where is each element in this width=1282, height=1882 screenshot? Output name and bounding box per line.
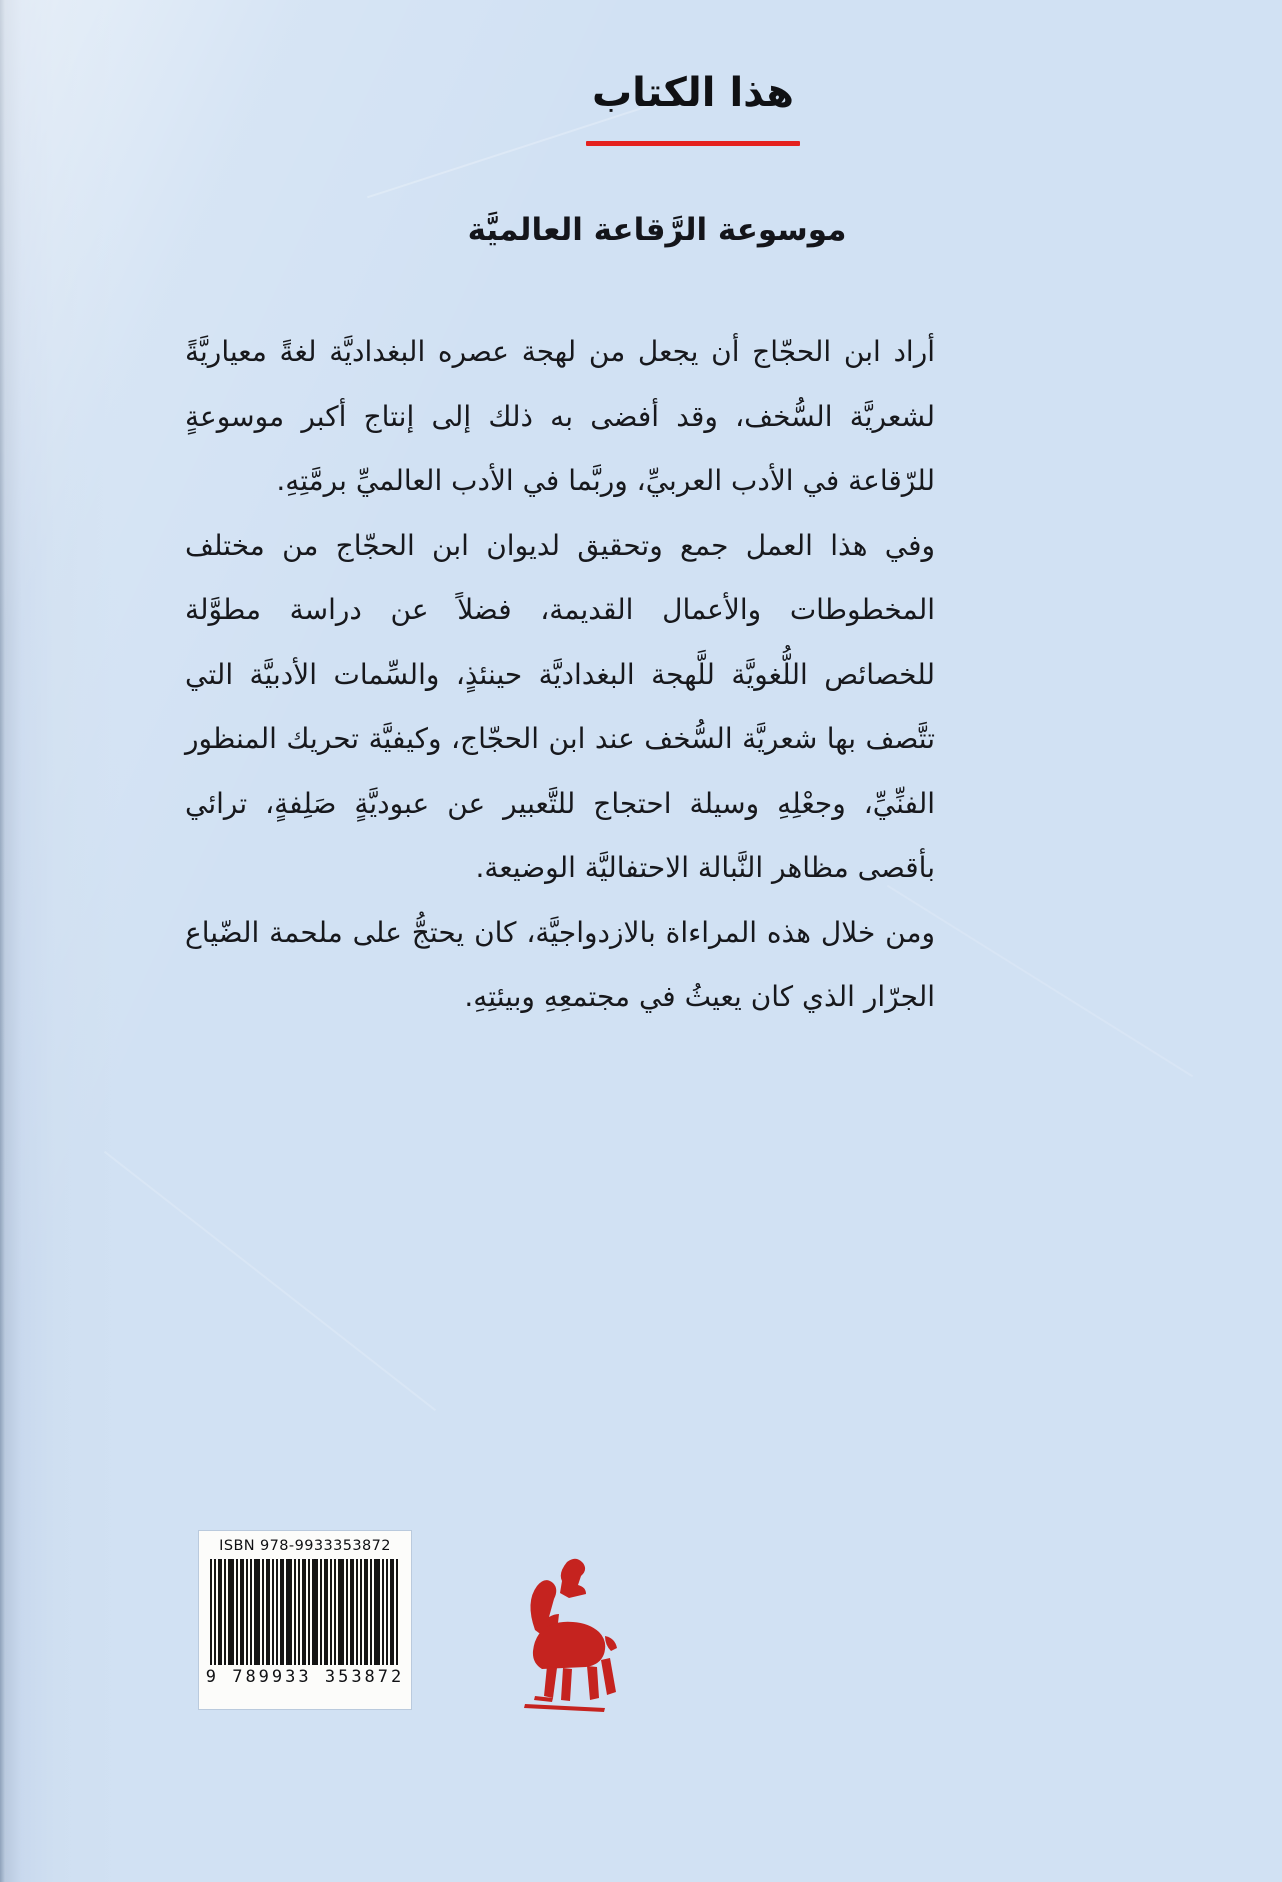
cover-heading: هذا الكتاب [591, 70, 794, 116]
cover-crease [104, 1151, 436, 1411]
cover-crease [367, 104, 653, 199]
blurb-paragraph: ومن خلال هذه المراءاة بالازدواجيَّة، كان يحتجُّ على ملحمة الضّياع الجرّار الذي كان يعيثُ في مجتمعِهِ وبيئتِهِ. [185, 915, 935, 1013]
cover-blurb [185, 320, 935, 1030]
barcode-icon [210, 1559, 400, 1665]
blurb-paragraph: أراد ابن الحجّاج أن يجعل من لهجة عصره البغداديَّة لغةً معياريَّةً لشعريَّة السُّخف، وقد أفضى به ذلك إلى إنتاج أكبر موسوعةٍ للرّقاعة في الأدب العربيِّ، وربَّما في الأدب العالميِّ برمَّتِهِ. [185, 335, 935, 497]
publisher-camel-seal-icon [505, 1556, 625, 1712]
ean-digits: 9 789933 353872 [205, 1667, 405, 1687]
blurb-paragraph: وفي هذا العمل جمع وتحقيق لديوان ابن الحجّاج من مختلف المخطوطات والأعمال القديمة، فضلاً عن دراسة مطوَّلة للخصائص اللُّغويَّة للَّهجة البغداديَّة حينئذٍ، والسِّمات الأدبيَّة التي تتَّصف بها شعريَّة السُّخف عند ابن الحجّاج، وكيفيَّة تحريك المنظور الفنِّيِّ، وجعْلِهِ وسيلة احتجاج للتَّعبير عن عبوديَّةٍ صَلِفةٍ، ترائي بأقصى مظاهر النَّبالة الاحتفاليَّة الوضيعة. [185, 528, 935, 884]
barcode-panel [199, 1531, 411, 1709]
cover-subtitle: موسوعة الرَّقاعة العالميَّة [467, 212, 847, 248]
isbn-label: ISBN 978-9933353872 [219, 1538, 391, 1554]
heading-red-underline [586, 141, 800, 146]
